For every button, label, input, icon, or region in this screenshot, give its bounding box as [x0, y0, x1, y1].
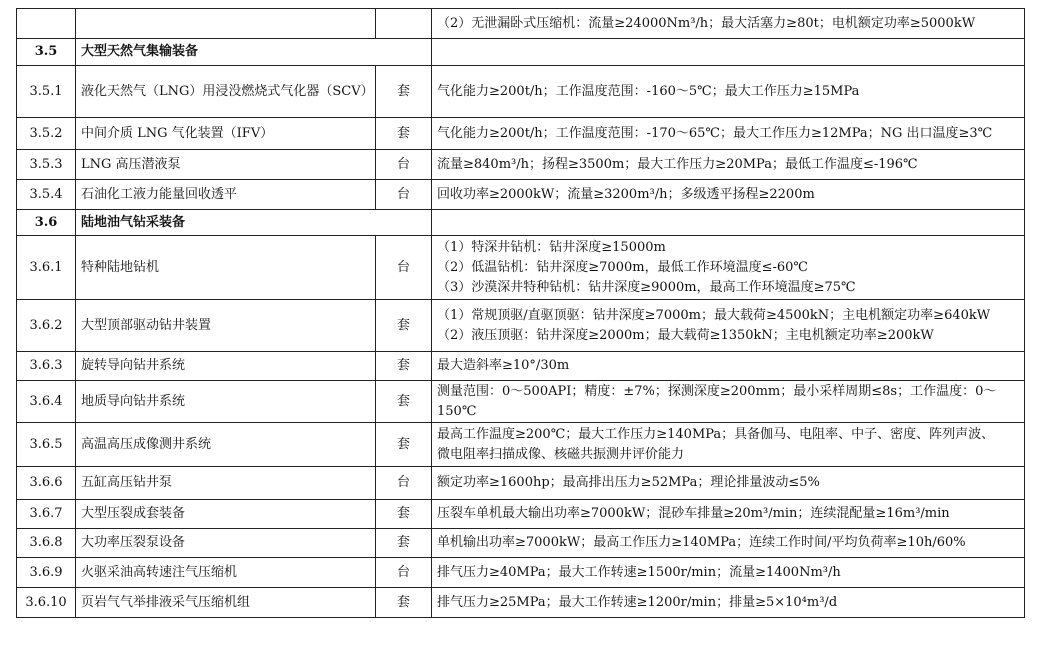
specification [432, 118, 1025, 150]
item-number: 3.5.2 [17, 118, 76, 150]
specification [432, 9, 1025, 39]
spec-line: （2）液压顶驱：钻井深度≥2000m；最大载荷≥1350kN；主电机额定功率≥200kW [437, 327, 934, 343]
specification [432, 150, 1025, 180]
unit: 套 [376, 588, 432, 618]
item-number: 3.6.3 [17, 352, 76, 381]
spec-line: 最大造斜率≥10°/30m [437, 358, 570, 373]
table-row [17, 150, 1025, 180]
table-row [17, 9, 1025, 39]
specification [432, 529, 1025, 558]
equipment-name: 五缸高压钻井泵 [76, 467, 376, 500]
spec-line: 排气压力≥25MPa；最大工作转速≥1200r/min；排量≥5×10⁴m³/d [437, 594, 838, 610]
specification [432, 39, 1025, 66]
unit: 套 [376, 423, 432, 467]
specification [432, 381, 1025, 423]
spec-line: （2）低温钻机：钻井深度≥7000m，最低工作环境温度≤-60℃ [437, 259, 808, 275]
item-number: 3.6.6 [17, 467, 76, 500]
item-number: 3.6.10 [17, 588, 76, 618]
item-number: 3.6.9 [17, 558, 76, 588]
section-row [17, 39, 1025, 66]
equipment-name: 液化天然气（LNG）用浸没燃烧式气化器（SCV） [76, 66, 376, 118]
unit: 套 [376, 118, 432, 150]
item-number: 3.6.4 [17, 381, 76, 423]
spec-line: （1）常规顶驱/直驱顶驱：钻井深度≥7000m；最大载荷≥4500kN；主电机额定功率≥640kW [437, 307, 991, 323]
equipment-name: 火驱采油高转速注气压缩机 [76, 558, 376, 588]
unit: 台 [376, 467, 432, 500]
spec-line: 压裂车单机最大输出功率≥7000kW；混砂车排量≥20m³/min；连续混配量≥16m³/min [437, 506, 950, 521]
equipment-name: LNG 高压潜液泵 [76, 150, 376, 180]
unit: 套 [376, 500, 432, 529]
section-row [17, 210, 1025, 236]
equipment-name: 大型压裂成套装备 [76, 500, 376, 529]
spec-line: 气化能力≥200t/h；工作温度范围：-160～5℃；最大工作压力≥15MPa [437, 83, 860, 99]
item-number: 3.5.4 [17, 180, 76, 210]
section-title: 陆地油气钻采装备 [76, 210, 432, 236]
table-row [17, 118, 1025, 150]
table-row [17, 529, 1025, 558]
item-number: 3.5.3 [17, 150, 76, 180]
specification [432, 467, 1025, 500]
spec-line: 流量≥840m³/h；扬程≥3500m；最大工作压力≥20MPa；最低工作温度≤-196℃ [437, 156, 918, 172]
table-row [17, 423, 1025, 467]
item-number: 3.6.1 [17, 236, 76, 300]
item-number: 3.5 [17, 39, 76, 66]
specification [432, 500, 1025, 529]
specification [432, 558, 1025, 588]
unit: 台 [376, 558, 432, 588]
unit: 套 [376, 529, 432, 558]
equipment-spec-table [16, 8, 1025, 618]
spec-line: 测量范围：0～500API；精度：±7%；探测深度≥200mm；最小采样周期≤8s；工作温度：0～ [437, 383, 997, 399]
table-body [17, 9, 1025, 618]
equipment-name: 大功率压裂泵设备 [76, 529, 376, 558]
table-row [17, 500, 1025, 529]
item-number: 3.5.1 [17, 66, 76, 118]
unit: 套 [376, 300, 432, 352]
spec-line: 额定功率≥1600hp；最高排出压力≥52MPa；理论排量波动≤5% [437, 475, 820, 490]
specification [432, 210, 1025, 236]
table-row [17, 381, 1025, 423]
item-number: 3.6.7 [17, 500, 76, 529]
specification [432, 423, 1025, 467]
section-title: 大型天然气集输装备 [76, 39, 432, 66]
equipment-name: 地质导向钻井系统 [76, 381, 376, 423]
equipment-name: 中间介质 LNG 气化装置（IFV） [76, 118, 376, 150]
spec-line: 微电阻率扫描成像、核磁共振测井评价能力 [437, 446, 685, 462]
table-row [17, 588, 1025, 618]
item-number: 3.6 [17, 210, 76, 236]
item-number [17, 9, 76, 39]
table-row [17, 300, 1025, 352]
specification [432, 588, 1025, 618]
spec-line: 150℃ [437, 403, 477, 419]
table-row [17, 558, 1025, 588]
table-row [17, 180, 1025, 210]
specification [432, 180, 1025, 210]
spec-line: 气化能力≥200t/h；工作温度范围：-170～65℃；最大工作压力≥12MPa；NG 出口温度≥3℃ [437, 125, 993, 141]
unit: 套 [376, 352, 432, 381]
equipment-name: 页岩气气举排液采气压缩机组 [76, 588, 376, 618]
spec-line: 排气压力≥40MPa；最大工作转速≥1500r/min；流量≥1400Nm³/h [437, 564, 841, 580]
unit [376, 9, 432, 39]
equipment-name: 旋转导向钻井系统 [76, 352, 376, 381]
item-number: 3.6.8 [17, 529, 76, 558]
unit: 台 [376, 150, 432, 180]
specification [432, 352, 1025, 381]
item-number: 3.6.2 [17, 300, 76, 352]
equipment-name: 石油化工液力能量回收透平 [76, 180, 376, 210]
spec-line: 最高工作温度≥200℃；最大工作压力≥140MPa；具备伽马、电阻率、中子、密度、阵列声波、 [437, 426, 995, 442]
equipment-name [76, 9, 376, 39]
spec-line: （2）无泄漏卧式压缩机：流量≥24000Nm³/h；最大活塞力≥80t；电机额定功率≥5000kW [437, 15, 976, 31]
table-row [17, 467, 1025, 500]
spec-line: （1）特深井钻机：钻井深度≥15000m [437, 239, 666, 255]
unit: 套 [376, 381, 432, 423]
specification [432, 300, 1025, 352]
unit: 台 [376, 236, 432, 300]
item-number: 3.6.5 [17, 423, 76, 467]
spec-line: （3）沙漠深井特种钻机：钻井深度≥9000m，最高工作环境温度≥75℃ [437, 279, 856, 295]
spec-line: 单机输出功率≥7000kW；最高工作压力≥140MPa；连续工作时间/平均负荷率≥10h/60% [437, 535, 966, 550]
table-row [17, 66, 1025, 118]
spec-line: 回收功率≥2000kW；流量≥3200m³/h；多级透平扬程≥2200m [437, 186, 815, 202]
specification [432, 236, 1025, 300]
table-row [17, 236, 1025, 300]
specification [432, 66, 1025, 118]
equipment-name: 高温高压成像测井系统 [76, 423, 376, 467]
equipment-name: 特种陆地钻机 [76, 236, 376, 300]
equipment-name: 大型顶部驱动钻井装置 [76, 300, 376, 352]
unit: 套 [376, 66, 432, 118]
unit: 台 [376, 180, 432, 210]
table-row [17, 352, 1025, 381]
